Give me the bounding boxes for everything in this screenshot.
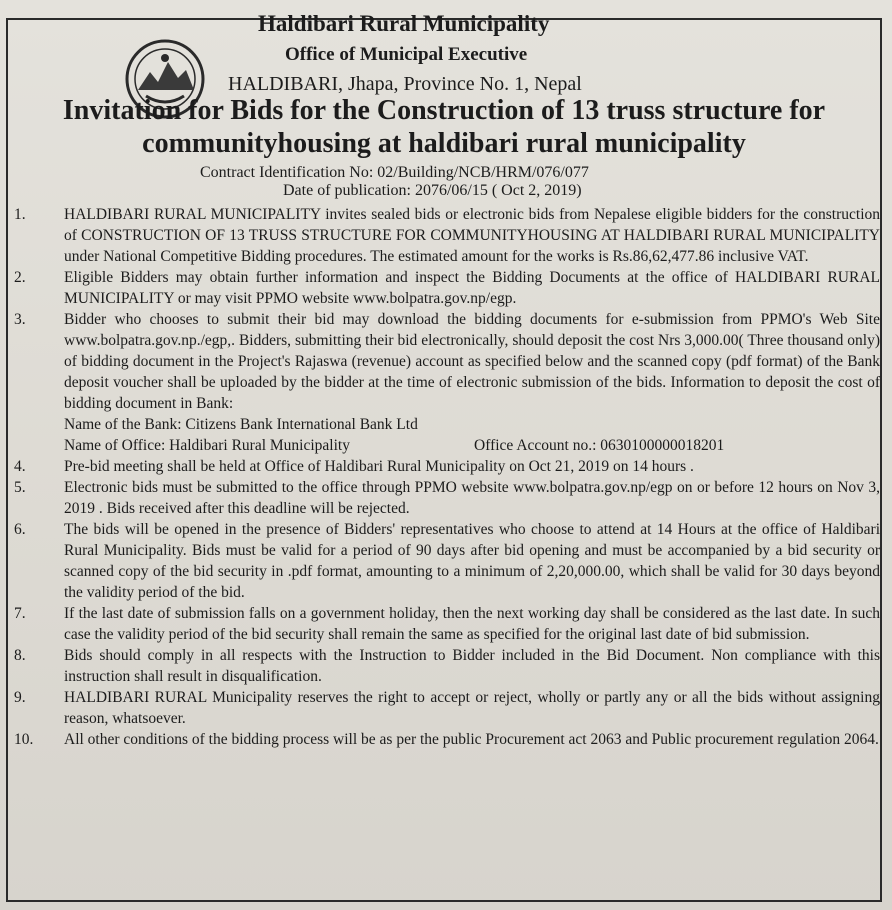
clause-7 <box>14 603 880 645</box>
bank-name: Name of the Bank: Citizens Bank International Bank Ltd <box>64 416 418 433</box>
clause-text: Eligible Bidders may obtain further information and inspect the Bidding Documents at the office of HALDIBARI RURAL MUNICIPALITY or may visit PPMO website www.bolpatra.gov.np/egp. <box>64 269 880 307</box>
clause-text: Pre-bid meeting shall be held at Office of Haldibari Rural Municipality on Oct 21, 2019 on 14 hours . <box>64 458 694 475</box>
bank-office-row <box>14 435 880 456</box>
clause-number: 6. <box>14 521 26 538</box>
clause-text: HALDIBARI RURAL MUNICIPALITY invites sealed bids or electronic bids from Nepalese eligible bidders for the construction of CONSTRUCTION OF 13 TRUSS STRUCTURE FOR COMMUNITYHOUSING AT HALDIBARI RURAL MUNICIPALITY under National Competitive Bidding procedures. The estimated amount for the works is Rs.86,62,477.86 inclusive VAT. <box>64 206 880 265</box>
clause-number: 8. <box>14 647 26 664</box>
clause-8 <box>14 645 880 687</box>
clause-number: 9. <box>14 689 26 706</box>
clause-10 <box>14 729 880 750</box>
notice-title-line-2: communityhousing at haldibari rural municipality <box>142 128 746 159</box>
clause-number: 2. <box>14 269 26 286</box>
clause-text: The bids will be opened in the presence of Bidders' representatives who choose to attend at 14 Hours at the office of Haldibari Rural Municipality. Bids must be valid for a period of 90 days after bid opening and must be accompanied by a bid security or scanned copy of the bid security in .pdf format, amounting to a minimum of 2,20,000.00, which shall be valid for 30 days beyond the validity period of the bid. <box>64 521 880 601</box>
clause-text: Bidder who chooses to submit their bid may download the bidding documents for e-submission from PPMO's Web Site www.bolpatra.gov.np./egp,. Bidders, submitting their bid electronically, should deposit the cost Nrs 3,000.00( Three thousand only) of bidding document in the Project's Rajaswa (revenue) account as specified below and the scanned copy (pdf format) of the Bank deposit voucher shall be uploaded by the bidder at the time of electronic submission of the bids. Information to deposit the cost of bidding document in Bank: <box>64 311 880 412</box>
clause-2 <box>14 267 880 309</box>
clause-text: Electronic bids must be submitted to the office through PPMO website www.bolpatra.gov.np/egp on or before 12 hours on Nov 3, 2019 . Bids received after this deadline will be rejected. <box>64 479 880 517</box>
clause-3 <box>14 309 880 414</box>
clauses-list <box>14 204 880 750</box>
bank-account-no: Office Account no.: 0630100000018201 <box>474 437 725 454</box>
clause-text: If the last date of submission falls on a government holiday, then the next working day shall be considered as the last date. In such case the validity period of the bid security shall remain the same as specified for the original last date of bid submission. <box>64 605 880 643</box>
clause-text: HALDIBARI RURAL Municipality reserves the right to accept or reject, wholly or partly any or all the bids without assigning reason, whatsoever. <box>64 689 880 727</box>
contract-id: Contract Identification No: 02/Building/NCB/HRM/076/077 <box>200 164 589 181</box>
clause-number: 7. <box>14 605 26 622</box>
address: HALDIBARI, Jhapa, Province No. 1, Nepal <box>228 73 582 95</box>
bank-office-name: Name of Office: Haldibari Rural Municipality <box>64 437 350 454</box>
clause-text: All other conditions of the bidding process will be as per the public Procurement act 2063 and Public procurement regulation 2064. <box>64 731 879 748</box>
clause-number: 10. <box>14 731 34 748</box>
municipality-name: Haldibari Rural Municipality <box>258 11 550 36</box>
clause-number: 5. <box>14 479 26 496</box>
clause-number: 3. <box>14 311 26 328</box>
clause-9 <box>14 687 880 729</box>
clause-1 <box>14 204 880 267</box>
notice-title-line-1: Invitation for Bids for the Construction of 13 truss structure for <box>62 95 826 126</box>
clause-number: 4. <box>14 458 26 475</box>
clause-number: 1. <box>14 206 26 223</box>
clause-4 <box>14 456 880 477</box>
clause-text: Bids should comply in all respects with the Instruction to Bidder included in the Bid Document. Non compliance with this instruction shall result in disqualification. <box>64 647 880 685</box>
publication-date: Date of publication: 2076/06/15 ( Oct 2, 2019) <box>283 182 582 199</box>
clause-6 <box>14 519 880 603</box>
office-name: Office of Municipal Executive <box>285 44 528 65</box>
clause-5 <box>14 477 880 519</box>
